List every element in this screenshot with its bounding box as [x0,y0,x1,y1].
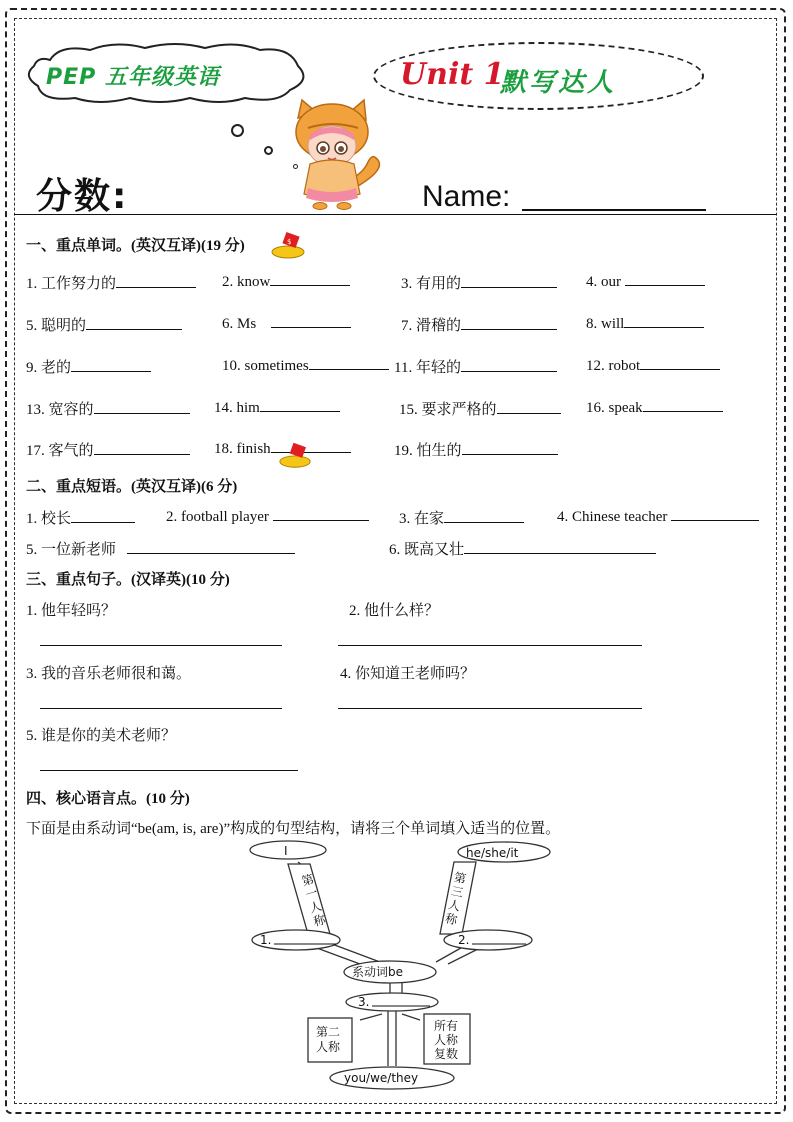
answer-blank[interactable] [643,398,723,412]
word-item: 13. 宽容的 [26,398,190,419]
sentence-item: 3. 我的音乐老师很和蔼。 [26,666,192,682]
word-item: 11. 年轻的 [394,356,557,377]
thought-bubble-large [231,124,244,137]
word-item: 16. speak [586,398,723,417]
phrase-item: 5. 一位新老师 [26,538,295,559]
grade-label: PEP 五年级英语 [46,65,220,90]
answer-blank[interactable] [671,507,759,521]
answer-blank[interactable] [462,441,558,455]
phrase-item: 2. football player [166,507,369,526]
word-item: 15. 要求严格的 [399,398,561,419]
sentence-item: 2. 他什么样？ [349,603,440,619]
word-item: 8. will [586,314,704,333]
diagram-blank-1-text: 1. [260,933,272,947]
section-4-instruction: 下面是由系动词“be(am, is, are)”构成的句型结构，请将三个单词填入适当的位置。 [26,821,561,837]
unit-subtitle: 默写达人 [500,68,617,98]
answer-blank[interactable] [273,507,369,521]
word-item: 3. 有用的 [401,272,557,293]
answer-blank[interactable] [461,316,557,330]
gold-ingot-sticker-icon [270,230,306,260]
word-item: 12. robot [586,356,720,375]
phrase-item: 1. 校长 [26,507,135,528]
sentence-item: 5. 谁是你的美术老师？ [26,728,177,744]
diagram-blank-3-text: 3. [358,995,370,1009]
sentence-item: 1. 他年轻吗？ [26,603,117,619]
word-item: 5. 聪明的 [26,314,182,335]
name-label: Name: [422,180,511,213]
word-item: 1. 工作努力的 [26,272,196,293]
answer-line[interactable] [338,645,642,646]
word-item: 18. finish [214,439,351,458]
all-plural-label: 所有 人称 复数 [434,1019,459,1061]
answer-blank[interactable] [116,274,196,288]
answer-blank[interactable] [94,400,190,414]
section-2-heading: 二、重点短语。(英汉互译)(6 分) [26,479,238,495]
sentence-item: 4. 你知道王老师吗？ [340,666,476,682]
diagram-bottom-text: you/we/they [344,1071,419,1085]
answer-blank[interactable] [86,316,182,330]
second-person-label: 第二 人称 [316,1025,341,1054]
answer-line[interactable] [338,708,642,709]
be-verb-diagram [240,838,560,1094]
answer-blank[interactable] [260,398,340,412]
word-item: 10. sometimes [222,356,389,375]
word-item: 19. 怕生的 [394,439,558,460]
answer-blank[interactable] [127,540,295,554]
third-person-label: 第 三 人 称 [444,870,468,928]
answer-blank[interactable] [497,400,561,414]
diagram-i-text: I [284,844,288,858]
thought-bubble-medium [264,146,273,155]
word-item: 9. 老的 [26,356,151,377]
answer-line[interactable] [40,770,298,771]
answer-blank[interactable] [309,356,389,370]
cat-mascot-illustration [288,98,390,210]
unit-title: Unit 1 [400,57,505,92]
first-person-label: 第 一 人 称 [300,871,328,930]
score-label: 分数: [36,176,129,217]
answer-blank[interactable] [625,272,705,286]
answer-blank[interactable] [461,358,557,372]
header-divider [14,214,777,215]
answer-blank[interactable] [444,509,524,523]
answer-blank[interactable] [270,272,350,286]
phrase-item: 6. 既高又壮 [389,538,656,559]
diagram-center-text: 系动词be [352,965,404,979]
section-3-heading: 三、重点句子。(汉译英)(10 分) [26,572,230,588]
word-item: 17. 客气的 [26,439,190,460]
gold-ingot-sticker-icon [278,440,312,470]
section-4-heading: 四、核心语言点。(10 分) [26,791,190,807]
section-1-heading: 一、重点单词。(英汉互译)(19 分) [26,238,245,254]
answer-blank[interactable] [461,274,557,288]
answer-blank[interactable] [71,358,151,372]
svg-text:$: $ [287,238,292,246]
answer-line[interactable] [40,708,282,709]
phrase-item: 4. Chinese teacher [557,507,759,526]
diagram-he-she-it-text: he/she/it [466,846,519,860]
answer-blank[interactable] [271,314,351,328]
word-item: 14. him [214,398,340,417]
answer-blank[interactable] [71,509,135,523]
word-item: 7. 滑稽的 [401,314,557,335]
answer-blank[interactable] [624,314,704,328]
answer-blank[interactable] [464,540,656,554]
answer-blank[interactable] [640,356,720,370]
word-item: 6. Ms [222,314,351,333]
answer-line[interactable] [40,645,282,646]
word-item: 2. know [222,272,350,291]
name-input-line[interactable] [522,209,706,211]
phrase-item: 3. 在家 [399,507,524,528]
diagram-blank-2-text: 2. [458,933,470,947]
node-top-left [250,841,326,859]
answer-blank[interactable] [94,441,190,455]
word-item: 4. our [586,272,705,291]
